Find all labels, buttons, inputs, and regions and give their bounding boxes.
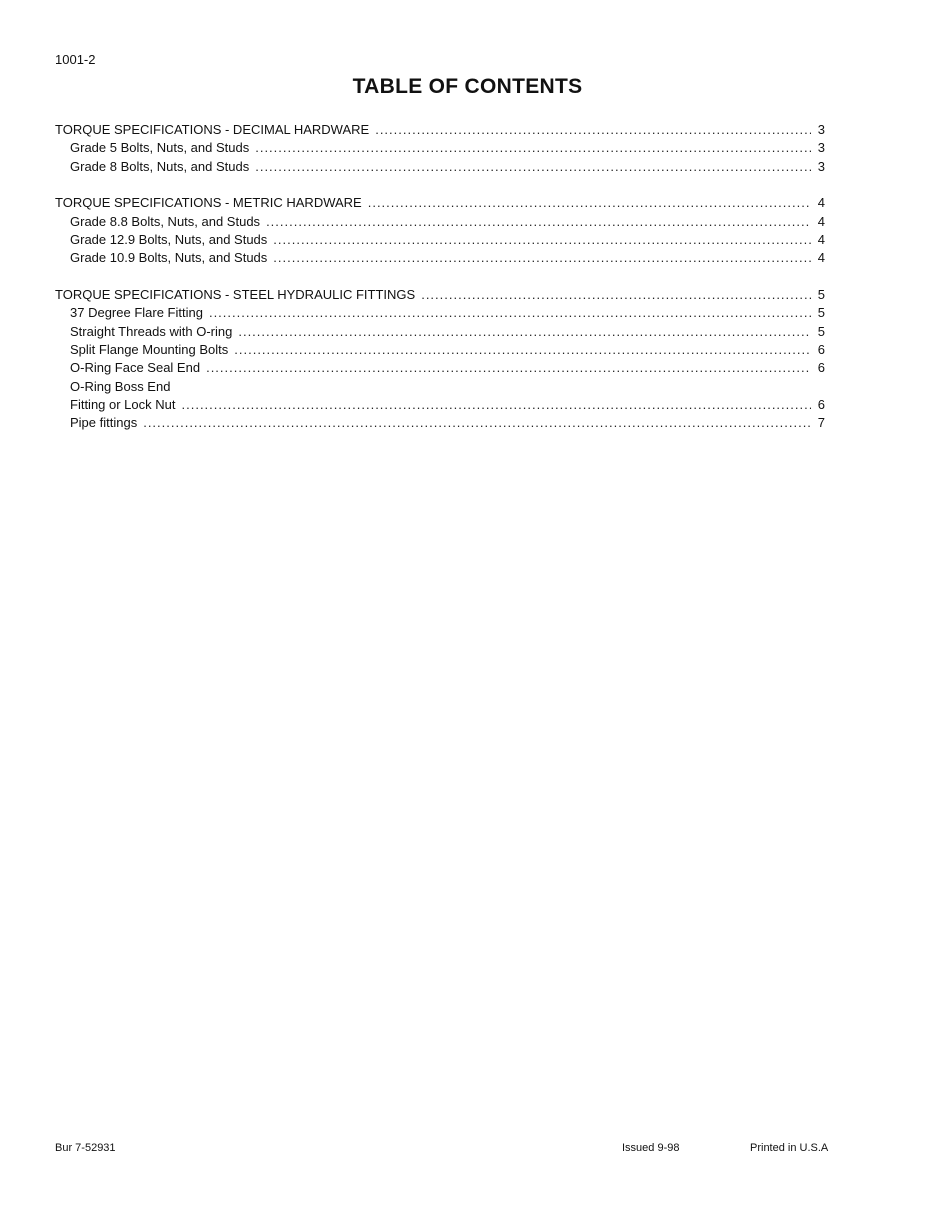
dot-leader: [234, 341, 811, 359]
dot-leader: [255, 139, 811, 157]
toc-item-label: Fitting or Lock Nut: [70, 396, 176, 412]
toc-page-number: 4: [817, 213, 825, 229]
dot-leader: [209, 304, 811, 322]
dot-leader: [143, 414, 811, 432]
dot-leader: [206, 359, 811, 377]
footer-doc-number: Bur 7-52931: [55, 1142, 116, 1154]
toc-section-hydraulic: [55, 286, 825, 432]
toc-item-label: Grade 8 Bolts, Nuts, and Studs: [70, 158, 250, 174]
footer-printed: Printed in U.S.A: [750, 1142, 829, 1154]
toc-section-title: TORQUE SPECIFICATIONS - DECIMAL HARDWARE: [55, 122, 370, 137]
dot-leader: [182, 396, 812, 414]
footer-issued: Issued 9-98: [622, 1142, 680, 1154]
toc-page-number: 6: [817, 341, 825, 357]
dot-leader: [273, 231, 811, 249]
toc-entry[interactable]: [55, 396, 825, 414]
toc-page-number: 5: [817, 323, 825, 339]
toc-page-number: 3: [817, 140, 825, 156]
toc-item-label: Grade 10.9 Bolts, Nuts, and Studs: [70, 250, 268, 266]
toc-page-number: 6: [817, 396, 825, 412]
toc-section-title: TORQUE SPECIFICATIONS - METRIC HARDWARE: [55, 195, 362, 211]
toc-entry[interactable]: [55, 213, 825, 231]
toc-page-number: 4: [817, 195, 825, 211]
toc-entry[interactable]: [55, 414, 825, 432]
toc-page-number: 5: [817, 305, 825, 321]
toc-section-decimal: [55, 121, 825, 176]
toc-item-label: 37 Degree Flare Fitting: [70, 305, 203, 321]
toc-item-label: Pipe fittings: [70, 415, 138, 431]
toc-section-metric: [55, 194, 825, 267]
toc-page-number: 4: [817, 250, 825, 266]
toc-entry[interactable]: [55, 158, 825, 176]
toc-item-label: Grade 5 Bolts, Nuts, and Studs: [70, 140, 250, 156]
toc-page-number: 6: [817, 360, 825, 376]
dot-leader: [266, 213, 811, 231]
toc-section-title: TORQUE SPECIFICATIONS - STEEL HYDRAULIC FITTINGS: [55, 287, 416, 303]
toc-entry[interactable]: [55, 359, 825, 377]
toc-entry[interactable]: [55, 286, 825, 304]
toc-entry[interactable]: [55, 121, 825, 139]
toc-item-label: Straight Threads with O-ring: [70, 323, 233, 339]
dot-leader: [273, 249, 811, 267]
table-of-contents: [55, 121, 825, 451]
toc-item-label: Grade 12.9 Bolts, Nuts, and Studs: [70, 231, 268, 247]
toc-page-number: 7: [817, 415, 825, 431]
toc-entry[interactable]: [55, 139, 825, 157]
toc-item-label: O-Ring Face Seal End: [70, 360, 201, 376]
toc-page-number: 3: [817, 158, 825, 174]
toc-item-label: Split Flange Mounting Bolts: [70, 341, 229, 357]
dot-leader: [368, 194, 811, 212]
dot-leader: [421, 286, 811, 304]
toc-entry[interactable]: [55, 304, 825, 322]
toc-entry[interactable]: [55, 231, 825, 249]
toc-page-number: 4: [817, 231, 825, 247]
toc-entry[interactable]: [55, 341, 825, 359]
toc-item-label: Grade 8.8 Bolts, Nuts, and Studs: [70, 213, 261, 229]
page-title: TABLE OF CONTENTS: [352, 75, 583, 98]
toc-page-number: 5: [817, 287, 825, 303]
toc-page-number: 3: [817, 122, 825, 137]
toc-entry[interactable]: [55, 323, 825, 341]
toc-entry[interactable]: [55, 249, 825, 267]
toc-entry[interactable]: [55, 194, 825, 212]
dot-leader: [375, 121, 811, 139]
toc-item-label: O-Ring Boss End: [70, 378, 171, 394]
toc-entry-heading: [55, 378, 825, 396]
page-number: 1001-2: [55, 52, 96, 67]
dot-leader: [255, 158, 811, 176]
dot-leader: [238, 323, 811, 341]
